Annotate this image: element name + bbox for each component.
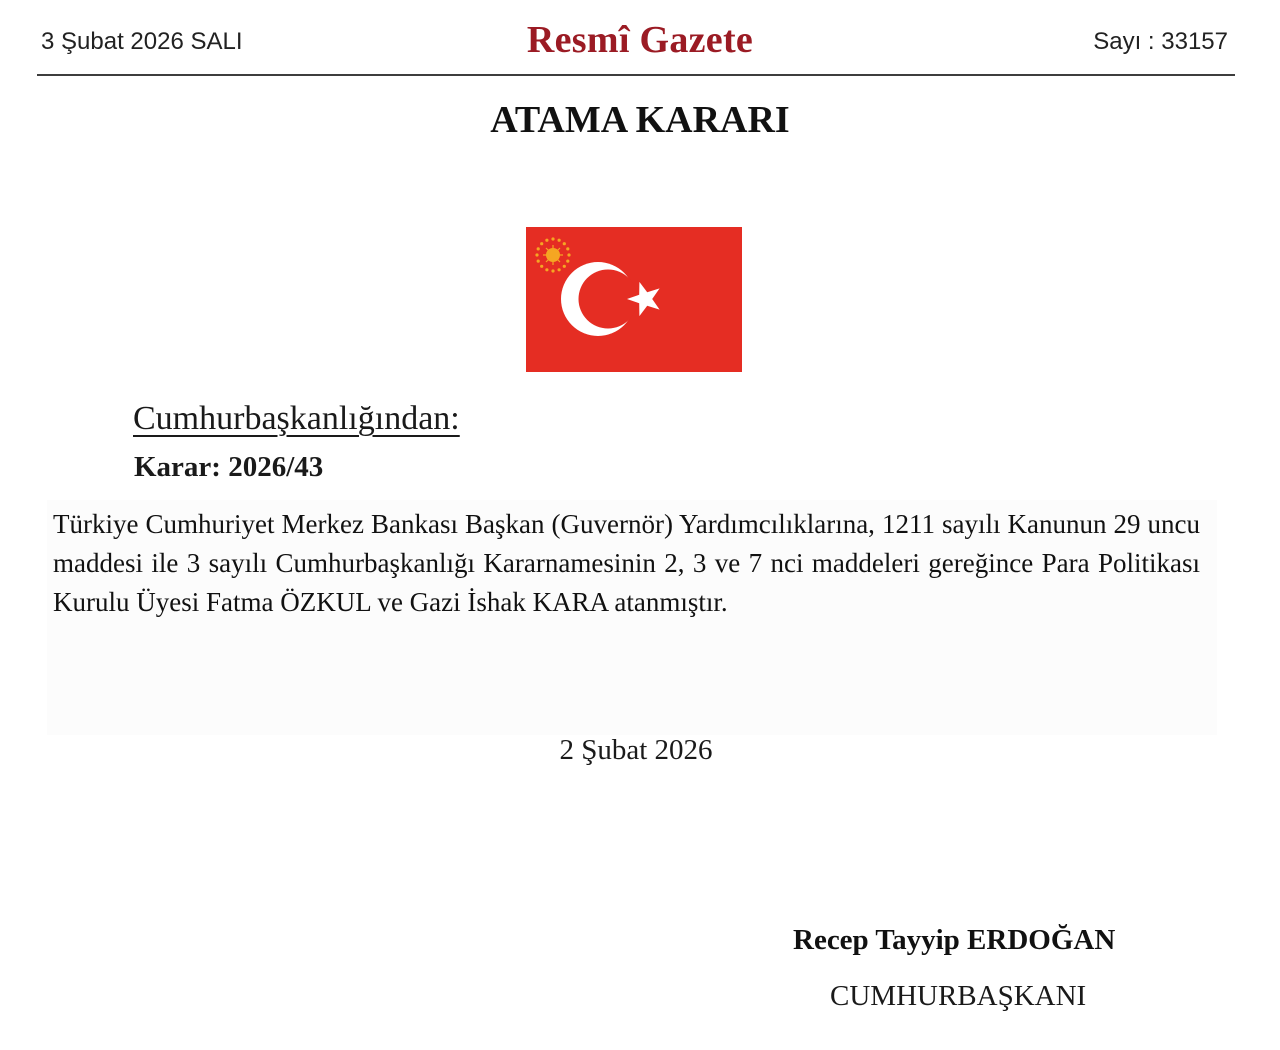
document-title: ATAMA KARARI [490, 99, 790, 141]
presidential-flag-icon [526, 227, 742, 372]
signer-name: Recep Tayyip ERDOĞAN [793, 924, 1116, 956]
signing-date: 2 Şubat 2026 [559, 734, 713, 766]
decision-body: Türkiye Cumhuriyet Merkez Bankası Başkan (Guvernör) Yardımcılıklarına, 1211 sayılı Kanunun 29 uncu maddesi ile 3 sayılı Cumhurbaşkanlığı Kararnamesinin 2, 3 ve 7 nci maddeleri gereğince Para Politikası Kurulu Üyesi Fatma ÖZKUL ve Gazi İshak KARA atanmıştır. [53, 509, 1200, 617]
signer-title: CUMHURBAŞKANI [830, 980, 1087, 1012]
header-divider [37, 74, 1235, 76]
decision-number: Karar: 2026/43 [134, 451, 324, 483]
gazette-title: Resmî Gazete [526, 19, 754, 61]
issuing-authority: Cumhurbaşkanlığından: [133, 400, 460, 437]
issue-number: Sayı : 33157 [1093, 28, 1228, 55]
publication-date: 3 Şubat 2026 SALI [41, 28, 243, 55]
